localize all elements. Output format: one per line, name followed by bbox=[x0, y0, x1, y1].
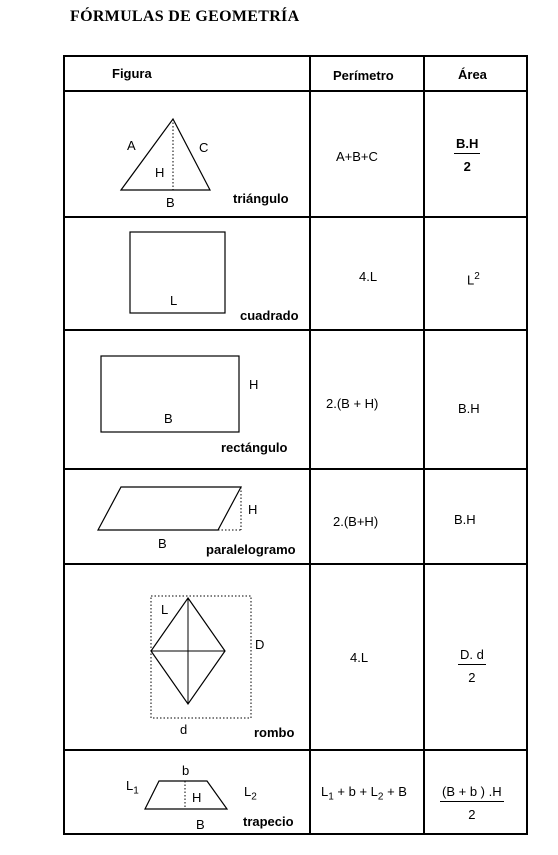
trapezoid-area bbox=[440, 784, 504, 822]
trapezoid-perimeter: $L_1 + b + L_2 + B$ bbox=[321, 784, 407, 803]
triangle-area bbox=[454, 136, 480, 174]
triangle-label-c: C bbox=[199, 140, 209, 155]
square-area bbox=[467, 271, 480, 287]
rhombus-name: rombo bbox=[254, 725, 295, 740]
square-area-base: L bbox=[467, 272, 475, 288]
rectangle-perimeter: 2.(B + H) bbox=[326, 396, 379, 411]
rhombus-area-numerator: D. d bbox=[458, 647, 486, 665]
header-perimetro: Perímetro bbox=[333, 68, 394, 83]
trapezoid-label-b-large: B bbox=[196, 817, 205, 832]
triangle-label-b: B bbox=[166, 195, 175, 210]
rhombus-figure bbox=[65, 564, 310, 750]
square-perimeter: 4.L bbox=[359, 269, 378, 284]
trapezoid-name: trapecio bbox=[243, 814, 294, 829]
rectangle-label-h: H bbox=[249, 377, 259, 392]
parallelogram-label-h: H bbox=[248, 502, 258, 517]
column-divider bbox=[423, 57, 425, 833]
triangle-name: triángulo bbox=[233, 191, 289, 206]
trapezoid-label-l1: $L_1$ bbox=[126, 778, 139, 797]
rhombus-area bbox=[458, 647, 486, 685]
parallelogram-perimeter: 2.(B+H) bbox=[333, 514, 379, 529]
rhombus-perimeter: 4.L bbox=[350, 650, 369, 665]
trapezoid-label-b-small: b bbox=[182, 763, 190, 778]
triangle-perimeter: A+B+C bbox=[336, 149, 378, 164]
rhombus-label-l: L bbox=[161, 602, 169, 617]
rectangle-name: rectángulo bbox=[221, 440, 288, 455]
triangle-area-denominator: 2 bbox=[463, 159, 471, 174]
rhombus-area-denominator: 2 bbox=[468, 670, 476, 685]
rectangle-label-b: B bbox=[164, 411, 173, 426]
triangle-area-numerator: B.H bbox=[454, 136, 480, 154]
parallelogram-label-b: B bbox=[158, 536, 167, 551]
rectangle-area: B.H bbox=[458, 401, 480, 416]
triangle-label-h: H bbox=[155, 165, 165, 180]
square-label-l: L bbox=[170, 293, 178, 308]
square-name: cuadrado bbox=[240, 308, 299, 323]
rhombus-label-d-major: D bbox=[255, 637, 265, 652]
trapezoid-area-numerator: (B + b ) .H bbox=[440, 784, 504, 802]
trapezoid-area-denominator: 2 bbox=[468, 807, 476, 822]
header-area: Área bbox=[458, 67, 487, 82]
triangle-label-a: A bbox=[127, 138, 136, 153]
parallelogram-name: paralelogramo bbox=[206, 542, 296, 557]
page-title: FÓRMULAS DE GEOMETRÍA bbox=[70, 8, 300, 25]
rhombus-label-d-minor: d bbox=[180, 722, 188, 737]
formula-table bbox=[63, 55, 528, 835]
trapezoid-label-h: H bbox=[192, 790, 202, 805]
header-figura: Figura bbox=[112, 66, 152, 81]
trapezoid-label-l2: $L_2$ bbox=[244, 784, 257, 803]
square-area-exponent: 2 bbox=[474, 271, 480, 282]
parallelogram-area: B.H bbox=[454, 512, 476, 527]
